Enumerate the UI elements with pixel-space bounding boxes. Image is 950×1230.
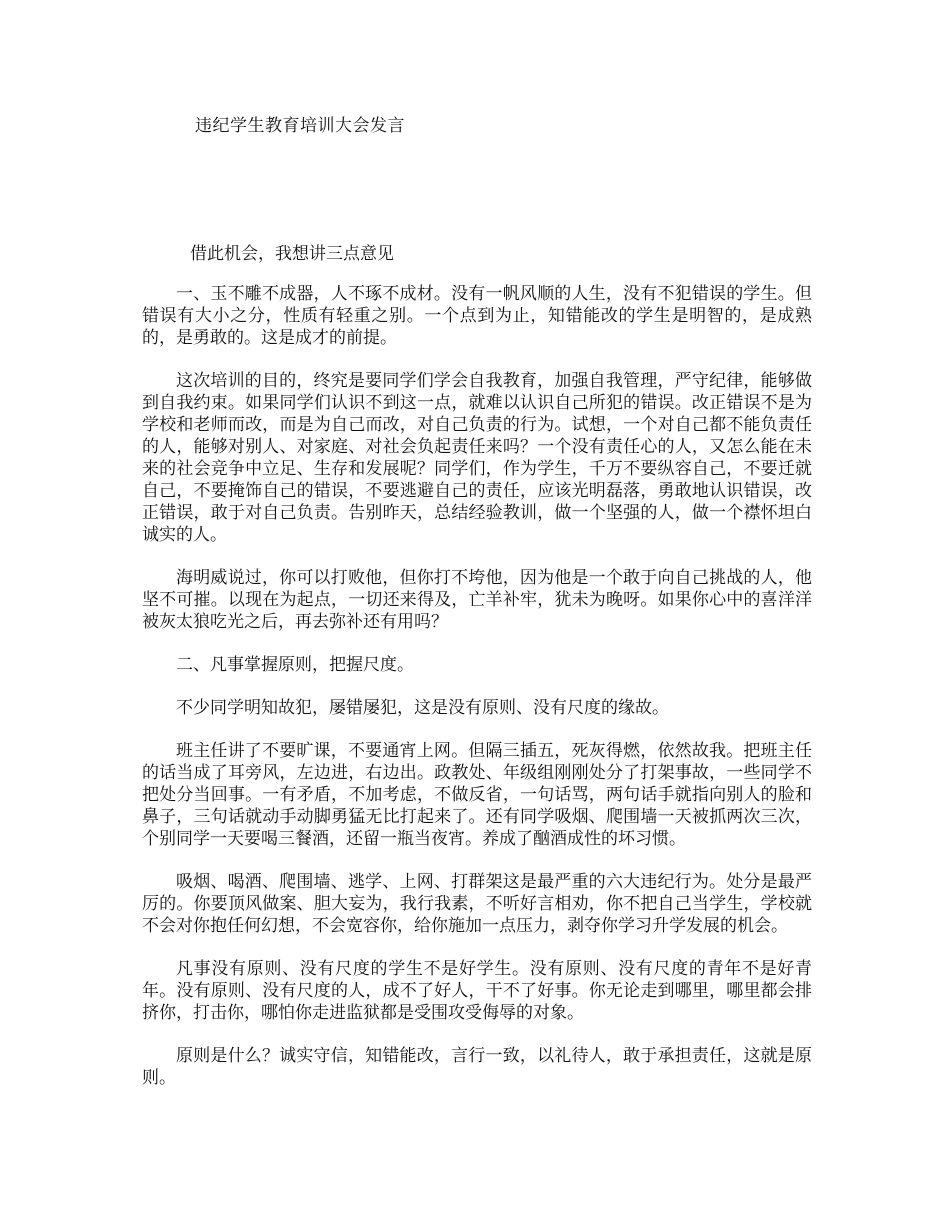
paragraph-2: 这次培训的目的，终究是要同学们学会自我教育，加强自我管理，严守纪律，能够做到自我约束。如果同学们认识不到这一点，就难以认识自己所犯的错误。改正错误不是为学校和老师而改，而是为自己而改，对自己负责的行为。试想，一个对自己都不能负责任的人，能够对别人、对家庭、对社会负起责任来吗？一个没有责任心的人，又怎么能在未来的社会竞争中立足、生存和发展呢？同学们，作为学生，千万不要纵容自己，不要迁就自己，不要掩饰自己的错误，不要逃避自己的责任，应该光明磊落，勇敢地认识错误，改正错误，敢于对自己负责。告别昨天，总结经验教训，做一个坚强的人，做一个襟怀坦白诚实的人。 <box>142 371 812 545</box>
paragraph-9: 原则是什么？诚实守信，知错能改，言行一致，以礼待人，敢于承担责任，这就是原则。 <box>142 1046 812 1088</box>
document-title: 违纪学生教育培训大会发言 <box>195 116 405 136</box>
paragraph-3: 海明威说过，你可以打败他，但你打不垮他，因为他是一个敢于向自己挑战的人，他坚不可摧。以现在为起点，一切还来得及，亡羊补牢，犹未为晚呀。如果你心中的喜洋洋被灰太狼吃光之后，再去弥补还有用吗？ <box>142 568 812 632</box>
section-heading-2: 二、凡事掌握原则，把握尺度。 <box>176 655 414 675</box>
paragraph-5: 不少同学明知故犯，屡错屡犯，这是没有原则、没有尺度的缘故。 <box>176 698 669 718</box>
document-body <box>142 283 812 1110</box>
intro-line: 借此机会，我想讲三点意见 <box>190 244 394 264</box>
paragraph-7: 吸烟、喝酒、爬围墙、逃学、上网、打群架这是最严重的六大违纪行为。处分是最严厉的。你要顶风做案、胆大妄为，我行我素，不听好言相劝，你不把自己当学生，学校就不会对你抱任何幻想，不会宽容你，给你施加一点压力，剥夺你学习升学发展的机会。 <box>142 872 812 936</box>
paragraph-6: 班主任讲了不要旷课，不要通宵上网。但隔三插五，死灰得燃，依然故我。把班主任的话当成了耳旁风，左边进，右边出。政教处、年级组刚刚处分了打架事故，一些同学不把处分当回事。一有矛盾，不加考虑，不做反省，一句话骂，两句话手就指向别人的脸和鼻子，三句话就动手动脚勇猛无比打起来了。还有同学吸烟、爬围墙一天被抓两次三次，个别同学一天要喝三餐酒，还留一瓶当夜宵。养成了酗酒成性的坏习惯。 <box>142 741 812 849</box>
paragraph-8: 凡事没有原则、没有尺度的学生不是好学生。没有原则、没有尺度的青年不是好青年。没有原则、没有尺度的人，成不了好人，干不了好事。你无论走到哪里，哪里都会排挤你，打击你，哪怕你走进监狱都是受围攻受侮辱的对象。 <box>142 959 812 1023</box>
paragraph-1: 一、玉不雕不成器，人不琢不成材。没有一帆风顺的人生，没有不犯错误的学生。但错误有大小之分，性质有轻重之别。一个点到为止，知错能改的学生是明智的，是成熟的，是勇敢的。这是成才的前提。 <box>142 284 812 348</box>
